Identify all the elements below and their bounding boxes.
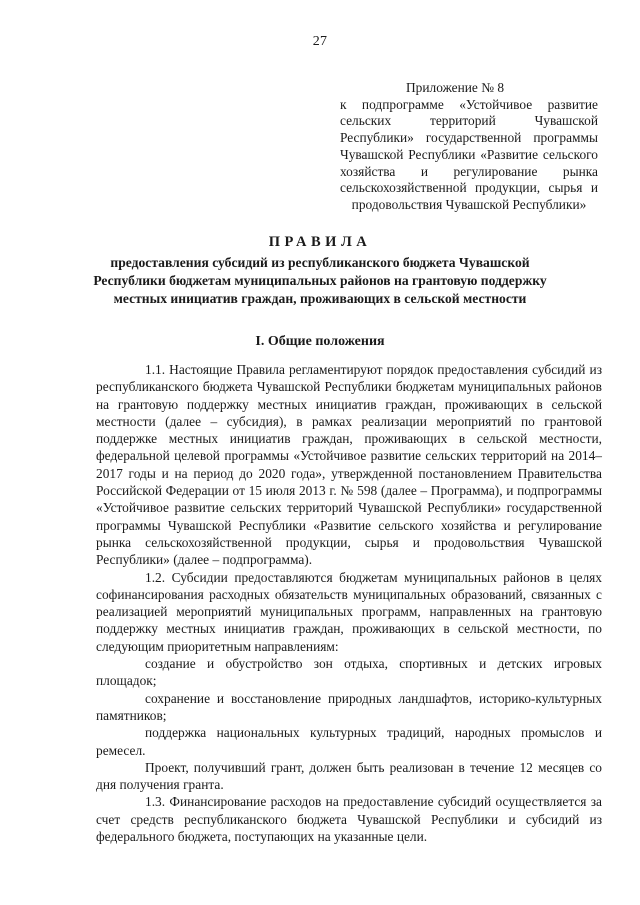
document-body bbox=[96, 361, 602, 845]
paragraph-grant-term: Проект, получивший грант, должен быть реализован в течение 12 месяцев со дня получения гранта. bbox=[96, 759, 602, 793]
appendix-block bbox=[340, 80, 598, 214]
page-number: 27 bbox=[312, 34, 328, 49]
appendix-title: Приложение № 8 bbox=[406, 80, 505, 95]
document-heading: ПРАВИЛА bbox=[268, 234, 372, 250]
list-item-zones: создание и обустройство зон отдыха, спортивных и детских игровых площадок; bbox=[96, 656, 602, 689]
paragraph-1-3: 1.3. Финансирование расходов на предоставление субсидий осуществляется за счет средств республиканского бюджета Чувашской Республики и субсидий из федерального бюджета, поступающих на указанные цели. bbox=[96, 794, 602, 845]
paragraph-1-2: 1.2. Субсидии предоставляются бюджетам муниципальных районов в целях софинансирования расходных обязательств муниципальных образований, связанных с реализацией мероприятий муниципальных программ, направленных на грантовую поддержку местных инициатив граждан, проживающих в сельской местности, по следующим приоритетным направлениям: bbox=[96, 569, 602, 654]
appendix-text: к подпрограмме «Устойчивое развитие сельских территорий Чувашской Республики» государственной программы Чувашской Республики «Развитие сельского хозяйства и регулирование рынка сельскохозяйственной продукции, сырья и продовольствия Чувашской Республики» bbox=[340, 96, 598, 212]
document-subtitle: предоставления субсидий из республиканского бюджета Чувашской Республики бюджетам муниципальных районов на грантовую поддержку местных инициатив граждан, проживающих в сельской местности bbox=[93, 255, 547, 306]
paragraph-1-1: 1.1. Настоящие Правила регламентируют порядок предоставления субсидий из республиканского бюджета Чувашской Республики бюджетам муниципальных районов на грантовую поддержку местных инициатив граждан, проживающих в сельской местности (далее – субсидия), в рамках реализации мероприятий по грантовой поддержке местных инициатив граждан, проживающих в сельской местности, федеральной целевой программы «Устойчивое развитие сельских территорий на 2014–2017 годы и на период до 2020 года», утвержденной постановлением Правительства Российской Федерации от 15 июля 2013 г. № 598 (далее – Программа), и подпрограммы «Устойчивое развитие сельских территорий Чувашской Республики» государственной программы Чувашской Республики «Развитие сельского хозяйства и регулирование рынка сельскохозяйственной продукции, сырья и продовольствия Чувашской Республики» (далее – подпрограмма). bbox=[96, 362, 602, 568]
list-item-traditions: поддержка национальных культурных традиций, народных промыслов и ремесел. bbox=[96, 725, 602, 758]
list-item-landscapes: сохранение и восстановление природных ландшафтов, историко-культурных памятников; bbox=[96, 690, 602, 723]
section-title: I. Общие положения bbox=[255, 334, 385, 349]
